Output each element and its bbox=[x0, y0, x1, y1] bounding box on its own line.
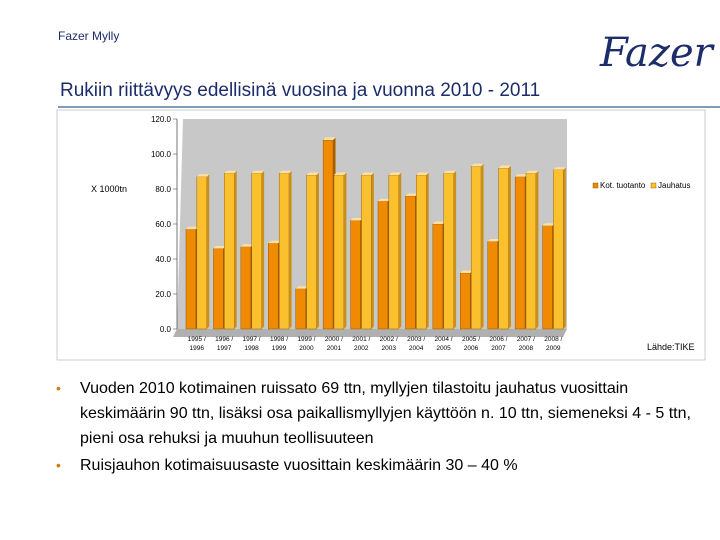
fazer-logo bbox=[596, 14, 713, 84]
bar-milling bbox=[553, 170, 563, 329]
x-tick-label: 1995 / bbox=[187, 336, 206, 343]
bar-milling bbox=[361, 175, 371, 329]
x-tick-label: 2008 bbox=[518, 345, 534, 352]
logo-text: Fazer bbox=[600, 30, 713, 76]
x-tick-label: 2005 bbox=[436, 345, 451, 352]
x-tick-label: 2009 bbox=[546, 345, 561, 352]
legend-swatch-production bbox=[593, 183, 598, 188]
y-tick-label: 40.0 bbox=[155, 255, 171, 264]
bar-production bbox=[460, 273, 470, 329]
slide-title: Rukiin riittävyys edellisinä vuosina ja vuonna 2010 - 2011 bbox=[60, 80, 541, 101]
bar-side bbox=[207, 174, 210, 329]
x-tick-label: 2006 bbox=[463, 345, 479, 352]
bullet-item bbox=[52, 376, 712, 451]
bar-production bbox=[213, 249, 223, 330]
bar-milling bbox=[526, 173, 536, 329]
bar-production bbox=[351, 221, 361, 330]
bar-production bbox=[405, 196, 415, 329]
x-tick-label: 2001 bbox=[326, 345, 342, 352]
bar-milling bbox=[389, 175, 399, 329]
bar-side bbox=[289, 171, 292, 329]
x-tick-label: 1999 bbox=[271, 345, 287, 352]
x-tick-label: 2003 / bbox=[407, 336, 426, 343]
y-tick-label: 120.0 bbox=[150, 115, 171, 124]
x-tick-label: 1999 / bbox=[297, 336, 316, 343]
bar-milling bbox=[416, 175, 426, 329]
bar-production bbox=[543, 226, 553, 329]
bar-side bbox=[481, 164, 484, 329]
bar-production bbox=[323, 140, 333, 329]
legend bbox=[593, 181, 690, 190]
bar-side bbox=[563, 167, 566, 329]
bullet-list bbox=[52, 376, 712, 480]
bullet-marker: • bbox=[56, 457, 61, 473]
bar-milling bbox=[444, 173, 454, 329]
x-tick-label: 1998 / bbox=[269, 336, 289, 343]
bar-side bbox=[262, 171, 265, 329]
bar-production bbox=[433, 224, 443, 329]
x-tick-label: 2006 / bbox=[489, 336, 508, 343]
x-tick-label: 2002 / bbox=[379, 336, 398, 343]
x-tick-label: 2000 bbox=[299, 345, 314, 352]
bar-side bbox=[454, 171, 457, 329]
y-tick-label: 20.0 bbox=[155, 290, 171, 299]
bar-production bbox=[241, 247, 251, 329]
bar-milling bbox=[279, 173, 289, 329]
legend-label-milling: Jauhatus bbox=[658, 181, 691, 190]
source-label: Lähde:TIKE bbox=[647, 342, 695, 352]
x-tick-label: 2008 / bbox=[544, 336, 563, 343]
bar-side bbox=[399, 173, 402, 330]
bar-side bbox=[426, 173, 429, 330]
bar-side bbox=[316, 173, 319, 330]
bullet-marker: • bbox=[56, 380, 61, 396]
bar-production bbox=[268, 243, 278, 329]
x-tick-label: 2003 bbox=[381, 345, 396, 352]
bar-milling bbox=[307, 175, 317, 329]
bar-production bbox=[515, 177, 525, 329]
y-tick-label: 80.0 bbox=[155, 185, 171, 194]
x-tick-label: 1996 / bbox=[215, 336, 234, 343]
y-tick-label: 100.0 bbox=[150, 150, 171, 159]
bar-side bbox=[371, 173, 374, 330]
x-tick-label: 2002 bbox=[354, 345, 369, 352]
bar-production bbox=[296, 289, 306, 329]
bar-side bbox=[344, 173, 347, 330]
x-tick-label: 1998 bbox=[244, 345, 259, 352]
bar-side bbox=[536, 171, 539, 329]
bar-side bbox=[234, 171, 237, 329]
bar-milling bbox=[471, 166, 481, 329]
bullet-text: Ruisjauhon kotimaisuusaste vuosittain keskimäärin 30 – 40 % bbox=[80, 457, 518, 474]
title-divider bbox=[58, 106, 720, 108]
bar-milling bbox=[197, 177, 207, 329]
x-tick-label: 2007 / bbox=[516, 336, 535, 343]
x-tick-label: 2001 / bbox=[352, 336, 371, 343]
x-tick-label: 2007 bbox=[491, 345, 506, 352]
bar-milling bbox=[224, 173, 234, 329]
bar-production bbox=[488, 242, 498, 330]
y-axis-label: X 1000tn bbox=[91, 184, 128, 194]
x-tick-label: 2005 / bbox=[461, 336, 481, 343]
bar-milling bbox=[334, 175, 344, 329]
brand-name: Fazer Mylly bbox=[58, 29, 120, 43]
x-tick-label: 1997 / bbox=[242, 336, 261, 343]
bullet-text: Vuoden 2010 kotimainen ruissato 69 ttn, myllyjen tilastoitu jauhatus vuosittain keskimäärin 90 ttn, lisäksi osa paikallismyllyjen käyttöön n. 10 ttn, siemeneksi 4 - 5 ttn, pieni osa rehuksi ja muuhun teollisuuteen bbox=[80, 380, 691, 447]
bullet-item bbox=[52, 453, 712, 478]
bar-chart bbox=[57, 110, 705, 360]
bar-side bbox=[508, 166, 511, 330]
x-tick-label: 1996 bbox=[189, 345, 204, 352]
bar-production bbox=[378, 201, 388, 329]
x-tick-label: 2004 bbox=[408, 345, 424, 352]
y-tick-label: 60.0 bbox=[155, 220, 171, 229]
x-tick-label: 2004 / bbox=[434, 336, 453, 343]
legend-label-production: Kot. tuotanto bbox=[600, 181, 646, 190]
bar-milling bbox=[252, 173, 262, 329]
legend-swatch-milling bbox=[651, 183, 656, 188]
x-tick-label: 1997 bbox=[216, 345, 232, 352]
bar-milling bbox=[499, 168, 509, 329]
x-tick-label: 2000 / bbox=[324, 336, 343, 343]
y-tick-label: 0.0 bbox=[159, 325, 171, 334]
bar-production bbox=[186, 229, 196, 329]
